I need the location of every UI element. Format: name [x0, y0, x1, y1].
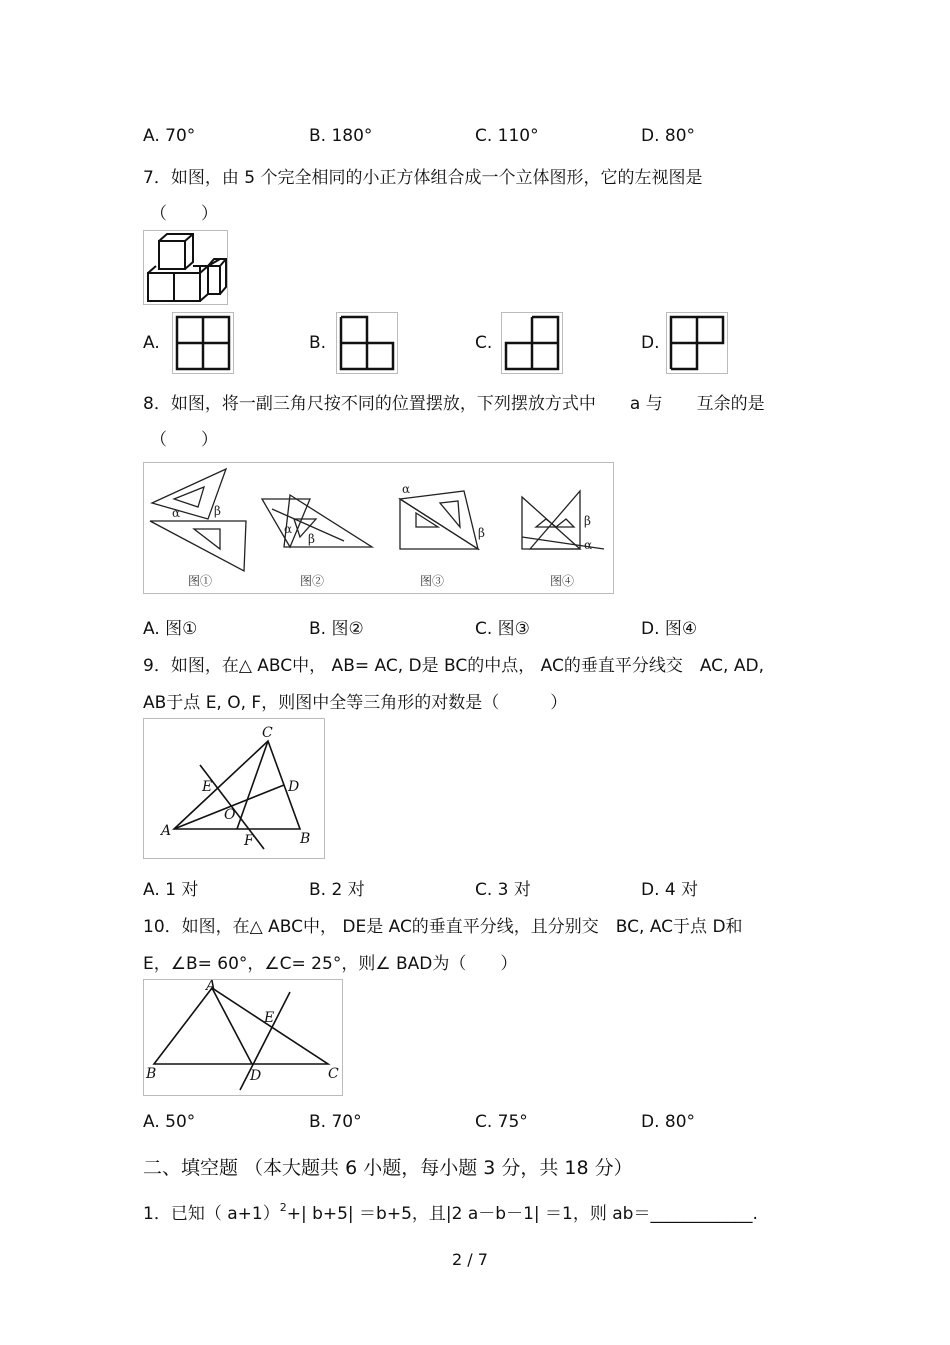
page-number: 2 / 7	[452, 1250, 488, 1269]
q9-label-a: A	[161, 823, 172, 839]
q8-caption-fig1: 图①	[188, 574, 213, 588]
q9-label-o: O	[224, 807, 236, 823]
q9-line2: AB于点 E, O, F，则图中全等三角形的对数是（ ）	[143, 693, 568, 713]
q9-option-a: A. 1 对	[143, 880, 199, 900]
q6-option-d: D. 80°	[641, 126, 696, 146]
q10-option-d: D. 80°	[641, 1112, 696, 1132]
q7-cube-figure	[143, 230, 228, 305]
q8-caption-fig3: 图③	[420, 574, 445, 588]
fill1-exponent: 2	[279, 1201, 287, 1214]
q9-option-c: C. 3 对	[475, 880, 531, 900]
q8-caption-fig2: 图②	[300, 574, 325, 588]
q8-fig2-drawing	[262, 495, 372, 547]
q8-caption-fig4: 图④	[550, 574, 575, 588]
q8-fig1-alpha: α	[172, 506, 181, 520]
q10-label-c: C	[328, 1066, 339, 1082]
q8-fig3-alpha: α	[402, 482, 411, 496]
q10-label-b: B	[146, 1066, 157, 1082]
q8-fig3-drawing	[400, 491, 478, 549]
q10-option-b: B. 70°	[309, 1112, 362, 1132]
q7-option-c-figure	[501, 312, 563, 374]
q8-option-c: C. 图③	[475, 619, 530, 639]
q8-fig2-beta: β	[308, 532, 315, 546]
q8-fig1-drawing	[150, 469, 246, 571]
q7-option-c-label: C.	[475, 333, 493, 353]
fill1-question	[143, 1199, 758, 1224]
q7-option-b-figure	[336, 312, 398, 374]
fill1-rest: +| b+5| ＝b+5，且|2 a－b－1| ＝1，则 ab＝	[286, 1204, 651, 1224]
q9-option-d: D. 4 对	[641, 880, 699, 900]
q10-label-d: D	[250, 1068, 262, 1084]
q10-label-a: A	[206, 980, 217, 994]
section2-title: 二、填空题 （本大题共 6 小题，每小题 3 分，共 18 分）	[143, 1157, 633, 1179]
q7-paren: （ ）	[150, 204, 218, 224]
q10-triangle-figure	[143, 979, 343, 1096]
q10-option-c: C. 75°	[475, 1112, 528, 1132]
q9-label-f: F	[244, 833, 254, 849]
q8-fig2-alpha: α	[284, 522, 293, 536]
q8-stem: 8．如图，将一副三角尺按不同的位置摆放，下列摆放方式中 a 与 互余的是	[143, 394, 765, 414]
q9-label-d: D	[288, 779, 300, 795]
q7-option-a-label: A.	[143, 333, 160, 353]
q8-triangles-figure	[143, 462, 614, 594]
q10-option-a: A. 50°	[143, 1112, 196, 1132]
q7-option-a-figure	[172, 312, 234, 374]
q6-option-c: C. 110°	[475, 126, 539, 146]
fill1-prefix: 1．已知（ a+1）	[143, 1204, 280, 1224]
q8-paren: （ ）	[150, 430, 218, 450]
q6-option-a: A. 70°	[143, 126, 196, 146]
q8-fig1-beta: β	[214, 504, 221, 518]
q8-option-d: D. 图④	[641, 619, 698, 639]
q8-fig4-beta: β	[584, 514, 591, 528]
q9-triangle-figure	[143, 718, 325, 859]
q6-option-b: B. 180°	[309, 126, 373, 146]
q8-option-a: A. 图①	[143, 619, 198, 639]
q7-stem: 7．如图，由 5 个完全相同的小正方体组合成一个立体图形，它的左视图是	[143, 168, 703, 188]
q10-line2: E，∠B= 60°，∠C= 25°，则∠ BAD为（ ）	[143, 954, 518, 974]
q10-label-e: E	[264, 1010, 275, 1026]
q7-option-b-label: B.	[309, 333, 327, 353]
q8-fig3-beta: β	[478, 526, 485, 540]
q9-option-b: B. 2 对	[309, 880, 365, 900]
q10-line1: 10．如图，在△ ABC中， DE是 AC的垂直平分线，且分别交 BC, AC于点 D和	[143, 917, 743, 937]
q9-label-b: B	[300, 831, 311, 847]
q8-option-b: B. 图②	[309, 619, 364, 639]
fill1-answer-blank[interactable]: ____________	[650, 1204, 753, 1224]
q7-option-d-label: D.	[641, 333, 660, 353]
q8-fig4-alpha: α	[584, 538, 593, 552]
q9-label-e: E	[202, 779, 213, 795]
q9-line1: 9．如图，在△ ABC中， AB= AC, D是 BC的中点， AC的垂直平分线交 AC, AD,	[143, 656, 764, 676]
q7-option-d-figure	[666, 312, 728, 374]
fill1-end: .	[752, 1204, 758, 1224]
q9-label-c: C	[262, 725, 273, 741]
